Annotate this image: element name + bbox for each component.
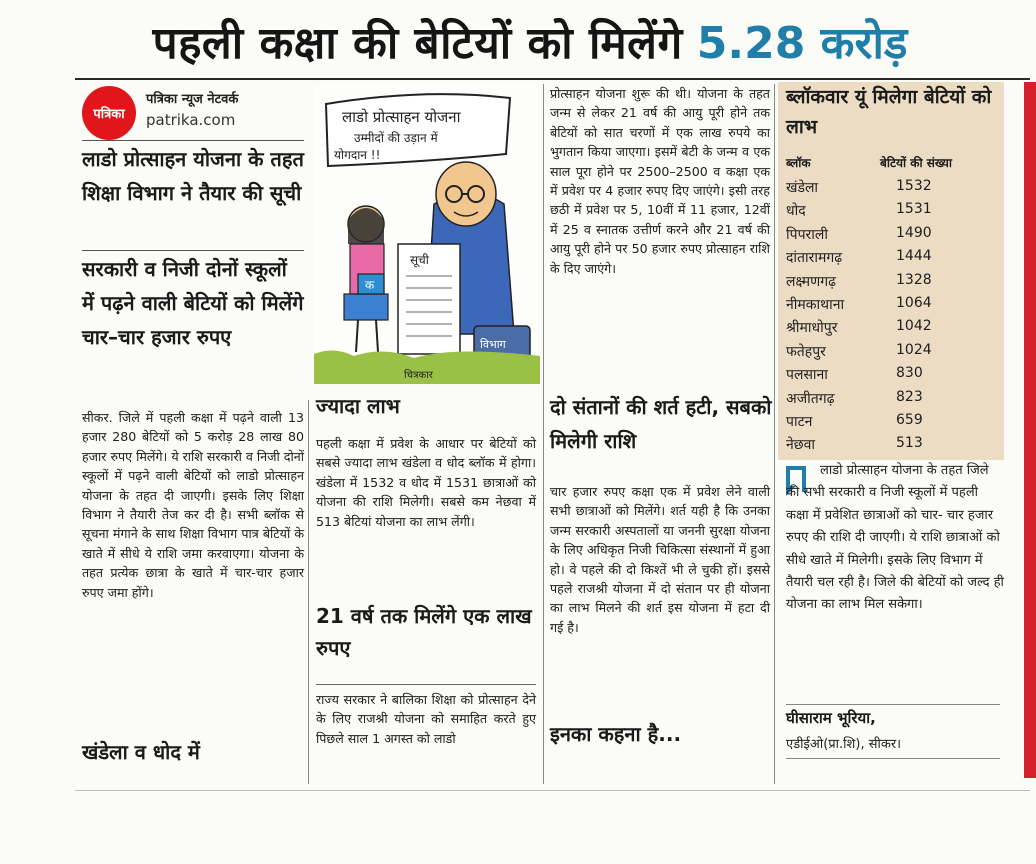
table-row: [786, 246, 1000, 269]
divider: [316, 684, 536, 685]
block-count: 1444: [896, 248, 932, 265]
col2-body-1: पहली कक्षा में प्रवेश के आधार पर बेटियों को सबसे ज्यादा लाभ खंडेला व धोद ब्लॉक में होगा। खंडेला में 1532 व धोद में 1531 छात्राओं को योजना की राशि मिलेगी। सबसे कम नेछवा में 513 बेटियां योजना का लाभ लेंगी।: [316, 436, 536, 529]
block-name: नीमकाथाना: [786, 296, 845, 313]
cartoon-bubble-2: योगदान !!: [334, 148, 381, 162]
block-count: 1064: [896, 294, 932, 311]
brand-block: [82, 84, 302, 140]
block-count: 1531: [896, 201, 932, 218]
col3-body-1: प्रोत्साहन योजना शुरू की थी। योजना के तहत जन्म से लेकर 21 वर्ष की आयु पूरी होने तक बेटियों को सात चरणों में एक लाख रुपये का भुगतान किया जाएगा। इसमें बेटी के जन्म व एक साल पूरा होने पर 2500–2500 व कक्षा एक में प्रवेश पर 4 हजार रुपए दिए जाएंगे। इसी तरह छठी में प्रवेश पर 5, 10वीं में 11 हजार, 12वीं में 25 व स्नातक उत्तीर्ण करने और 21 वर्ष की आयु पूरी होने पर 50 हजार रुपए प्रोत्साहन राशि के दिए जाएंगे।: [550, 86, 770, 276]
table-row: [786, 316, 1000, 339]
cartoon-banner: लाडो प्रोत्साहन योजना: [342, 108, 461, 126]
deck-line-1: लाडो प्रोत्साहन योजना के तहत शिक्षा विभाग ने तैयार की सूची: [82, 147, 304, 205]
cartoon-bubble-1: उम्मीदों की उड़ान में: [354, 131, 438, 145]
slate-label: क: [365, 278, 375, 292]
block-name: पलसाना: [786, 367, 828, 384]
block-name: दांतारामगढ़: [786, 250, 843, 267]
col3-subhead-2: इनका कहना है...: [550, 722, 682, 746]
table-row: [786, 223, 1000, 246]
table-row: [786, 433, 1000, 456]
block-name: श्रीमाधोपुर: [786, 320, 838, 337]
list-paper: [398, 244, 460, 354]
block-table-header: [786, 154, 1000, 174]
block-name: पाटन: [786, 413, 813, 430]
block-count: 1024: [896, 341, 932, 358]
block-table-title: ब्लॉकवार यूं मिलेगा बेटियों को लाभ: [786, 86, 992, 138]
deck-line-2: सरकारी व निजी दोनों स्कूलों में पढ़ने वाली बेटियों को मिलेंगे चार–चार हजार रुपए: [82, 257, 304, 349]
table-row: [786, 410, 1000, 433]
header-count: बेटियों की संख्या: [880, 156, 952, 170]
col1-body: सीकर. जिले में पहली कक्षा में पढ़ने वाली 13 हजार 280 बेटियों को 5 करोड़ 28 लाख 80 हजार रुपए मिलेंगे। ये राशि सरकारी व निजी दोनों स्कूलों में पढ़ने वाली बेटियों को लाडो प्रोत्साहन योजना के तहत दी जाएगी। इसके लिए शिक्षा विभाग ने तैयारी तेज कर दी है। सभी ब्लॉक से सूचना मंगाने के साथ शिक्षा विभाग पात्र बेटियों के खाते में सीधे ये राशि जमा करवाएगा। योजना के तहत प्रत्येक छात्रा के खाते में चार-चार हजार रुपए जमा होंगे।: [82, 410, 304, 600]
header-block: ब्लॉक: [786, 156, 811, 170]
table-row: [786, 176, 1000, 199]
cartoon-illustration: [314, 84, 540, 384]
block-name: खंडेला: [786, 180, 819, 196]
patrika-logo: पत्रिका: [82, 86, 136, 140]
table-row: [786, 270, 1000, 293]
block-name: लक्ष्मणगढ़: [786, 273, 836, 290]
brand-name: पत्रिका न्यूज नेटवर्क: [146, 92, 239, 107]
table-row: [786, 293, 1000, 316]
cartoon-svg: [314, 84, 540, 384]
block-count: 1042: [896, 318, 932, 335]
col2-body-2: राज्य सरकार ने बालिका शिक्षा को प्रोत्साहन देने के लिए राजश्री योजना को समाहित करते हुए पिछले साल 1 अगस्त को लाडो: [316, 692, 536, 746]
block-table: [778, 82, 1004, 460]
table-row: [786, 363, 1000, 386]
divider: [82, 140, 304, 141]
col3-subhead: दो संतानों की शर्त हटी, सबको मिलेगी राशि: [550, 395, 772, 453]
block-name: धोद: [786, 203, 806, 220]
block-count: 1328: [896, 271, 932, 288]
divider: [786, 758, 1000, 759]
divider: [82, 250, 304, 251]
block-count: 513: [896, 435, 923, 452]
column-divider: [774, 84, 775, 784]
brand-site: patrika.com: [146, 111, 236, 129]
block-name: पिपराली: [786, 226, 828, 243]
col3-body-2: चार हजार रुपए कक्षा एक में प्रवेश लेने वाली सभी छात्राओं को मिलेंगे। शर्त यही है कि उनका जन्म सरकारी अस्पतालों या जननी सुरक्षा योजना के लिए अधिकृत निजी चिकित्सा संस्थानों में हुआ हो। वे पहले की दो किश्तें भी ले चुकी हों। इससे पहले राजश्री योजना में दो संतान पर ही योजना का लाभ मिलने की शर्त इस योजना में हटा दी गई है।: [550, 484, 770, 635]
headline-amount: 5.28 करोड़: [696, 18, 908, 69]
block-count: 1490: [896, 224, 932, 241]
block-name: अजीतगढ़: [786, 390, 835, 407]
col2-subhead-1: ज्यादा लाभ: [316, 394, 400, 418]
block-count: 659: [896, 411, 923, 428]
headline-main: पहली कक्षा की बेटियों को मिलेंगे: [152, 18, 683, 69]
paper-label: सूची: [410, 253, 429, 267]
block-count: 823: [896, 388, 923, 405]
headline: [30, 6, 1030, 76]
column-divider: [543, 84, 544, 784]
bag-label: विभाग: [480, 338, 506, 351]
cartoon-signature: चित्रकार: [404, 370, 433, 381]
divider: [75, 790, 1030, 791]
col1-subhead: खंडेला व धोद में: [82, 740, 200, 764]
table-row: [786, 199, 1000, 222]
block-count: 1532: [896, 178, 932, 194]
quote-role: एडीईओ(प्रा.शि), सीकर।: [786, 737, 902, 752]
block-name: नेछवा: [786, 437, 815, 454]
divider: [786, 704, 1000, 705]
table-row: [786, 340, 1000, 363]
column-divider: [308, 400, 309, 784]
quote-name: घीसाराम भूरिया,: [786, 709, 876, 727]
block-count: 830: [896, 365, 923, 382]
quote-text: लाडो प्रोत्साहन योजना के तहत जिले की सभी सरकारी व निजी स्कूलों में पहली कक्षा में प्रवेशित छात्राओं को चार- चार हजार रुपए की राशि दी जाएगी। ये राशि छात्राओं को सीधे खाते में मिलेगी। इसके लिए विभाग में तैयारी चल रही है। जिले की बेटियों को जल्द ही योजना का लाभ मिल सकेगा।: [786, 463, 1004, 613]
divider: [75, 78, 1030, 80]
block-table-rows: [786, 176, 1000, 457]
block-name: फतेहपुर: [786, 343, 826, 360]
red-edge-strip: [1024, 82, 1036, 778]
table-row: [786, 387, 1000, 410]
col2-subhead-2: 21 वर्ष तक मिलेंगे एक लाख रुपए: [316, 604, 532, 660]
